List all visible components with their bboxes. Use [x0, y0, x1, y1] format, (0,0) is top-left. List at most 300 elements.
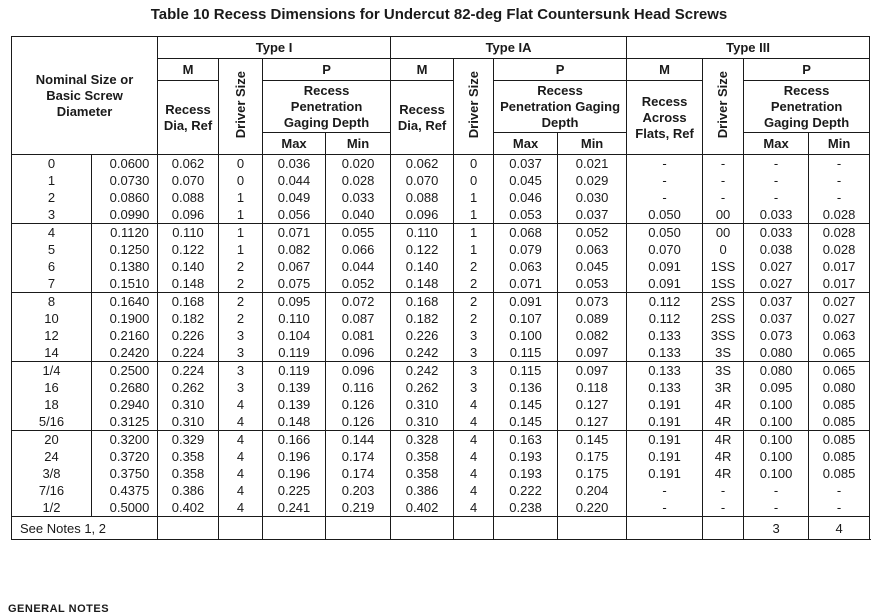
- cell-value: 0.052: [341, 276, 375, 291]
- cell-value: 0.082: [575, 328, 609, 343]
- cell-value: 0.053: [575, 276, 609, 291]
- cell-value: 0.037: [759, 311, 793, 326]
- type-ia-p-header: P: [494, 59, 627, 81]
- type-iii-max-cell: [744, 293, 809, 362]
- see-notes-cell: See Notes 1, 2: [12, 517, 158, 540]
- cell-value: -: [836, 156, 842, 171]
- cell-value: 18: [44, 397, 59, 412]
- cell-value: 0.096: [405, 207, 439, 222]
- cell-value: 0.029: [575, 173, 609, 188]
- cell-value: 0.191: [648, 414, 681, 429]
- type-iii-min-cell: [809, 293, 870, 362]
- cell-value: 8: [47, 294, 56, 309]
- cell-value: 0.193: [509, 466, 542, 481]
- cell-value: 2: [469, 294, 478, 309]
- type-iii-recess-across-cell: [627, 431, 703, 517]
- cell-value: 2: [236, 276, 245, 291]
- cell-value: 0.040: [341, 207, 375, 222]
- cell-value: 0.030: [575, 190, 609, 205]
- cell-value: 0.091: [648, 276, 681, 291]
- empty-note-cell: [558, 517, 627, 540]
- cell-value: 4R: [714, 397, 732, 412]
- cell-value: 0.127: [575, 414, 609, 429]
- cell-value: 0.144: [341, 432, 375, 447]
- cell-value: 00: [715, 207, 731, 222]
- cell-value: 2: [469, 311, 478, 326]
- type-ia-recess-dia-cell: [391, 431, 454, 517]
- cell-value: 0.107: [509, 311, 542, 326]
- cell-value: 1: [469, 190, 478, 205]
- cell-value: 4: [236, 483, 245, 498]
- cell-value: 0.080: [759, 363, 793, 378]
- cell-value: 0.242: [405, 345, 439, 360]
- cell-value: 0.242: [405, 363, 439, 378]
- cell-value: 0.219: [341, 500, 375, 515]
- type-ia-recess-dia-cell: [391, 224, 454, 293]
- cell-value: 1: [236, 242, 245, 257]
- cell-value: 0.0990: [109, 207, 150, 222]
- type-ia-max-cell: [494, 293, 558, 362]
- type-iii-driver-size-cell: [703, 293, 744, 362]
- cell-value: 0.096: [171, 207, 205, 222]
- type-iii-min-header: Min: [809, 133, 870, 155]
- cell-value: 0.080: [822, 380, 856, 395]
- cell-value: 0.021: [575, 156, 609, 171]
- cell-value: 0.2680: [109, 380, 150, 395]
- cell-value: -: [773, 483, 779, 498]
- type-i-driver-size-cell: [219, 431, 263, 517]
- cell-value: 0.140: [171, 259, 205, 274]
- cell-value: 0.017: [822, 276, 856, 291]
- cell-value: 0.139: [277, 397, 311, 412]
- cell-value: 0.062: [171, 156, 205, 171]
- type-iii-min-cell: [809, 362, 870, 431]
- cell-value: 0.095: [759, 380, 793, 395]
- cell-value: 0.203: [341, 483, 375, 498]
- cell-value: -: [720, 190, 726, 205]
- type-iii-min-cell: [809, 224, 870, 293]
- cell-value: 4R: [714, 449, 732, 464]
- type-ia-min-cell: [558, 431, 627, 517]
- cell-value: 3: [469, 328, 478, 343]
- type-ia-recess-dia-cell: [391, 362, 454, 431]
- basic-diameter-cell: [92, 293, 158, 362]
- type-i-recess-dia-cell: [158, 155, 219, 224]
- cell-value: 2: [236, 259, 245, 274]
- cell-value: 0.196: [277, 449, 311, 464]
- cell-value: 0.139: [277, 380, 311, 395]
- cell-value: 0.112: [648, 311, 681, 326]
- cell-value: 0.115: [509, 363, 542, 378]
- type-iii-max-cell: [744, 224, 809, 293]
- cell-value: 0.028: [822, 242, 856, 257]
- cell-value: 0.070: [171, 173, 205, 188]
- cell-value: 1: [236, 190, 245, 205]
- cell-value: -: [662, 156, 667, 171]
- empty-note-cell: [219, 517, 263, 540]
- recess-dimensions-table: [11, 36, 870, 540]
- nominal-size-cell: [12, 362, 92, 431]
- type-i-min-cell: [326, 431, 391, 517]
- type-ia-max-cell: [494, 224, 558, 293]
- type-i-max-cell: [263, 224, 326, 293]
- cell-value: 0.050: [648, 207, 681, 222]
- cell-value: 0.224: [171, 363, 205, 378]
- cell-value: 0.088: [171, 190, 205, 205]
- cell-value: 0.3750: [109, 466, 150, 481]
- cell-value: 7: [47, 276, 56, 291]
- cell-value: 16: [44, 380, 59, 395]
- cell-value: 3: [236, 363, 245, 378]
- cell-value: 0.044: [277, 173, 311, 188]
- cell-value: 0.085: [822, 466, 856, 481]
- cell-value: 0.145: [509, 397, 542, 412]
- cell-value: 0.110: [278, 311, 310, 326]
- table-body: [12, 155, 870, 540]
- type-i-max-cell: [263, 155, 326, 224]
- cell-value: 0.174: [341, 449, 375, 464]
- cell-value: 0.081: [341, 328, 375, 343]
- cell-value: 0.3720: [109, 449, 150, 464]
- cell-value: 0.1380: [109, 259, 150, 274]
- cell-value: 3SS: [710, 328, 736, 343]
- cell-value: 0.091: [509, 294, 542, 309]
- cell-value: 12: [44, 328, 59, 343]
- cell-value: 2: [236, 311, 245, 326]
- type-iii-recess-across-cell: [627, 293, 703, 362]
- cell-value: 0.110: [406, 225, 438, 240]
- cell-value: 0.310: [405, 397, 439, 412]
- cell-value: 3: [469, 363, 478, 378]
- type-ia-driver-size-cell: [454, 431, 494, 517]
- cell-value: 0.100: [759, 414, 793, 429]
- cell-value: 3: [236, 328, 245, 343]
- type-iii-max-header: Max: [744, 133, 809, 155]
- cell-value: 0.085: [822, 432, 856, 447]
- cell-value: 0.204: [575, 483, 609, 498]
- basic-diameter-cell: [92, 431, 158, 517]
- cell-value: 0.033: [759, 225, 793, 240]
- cell-value: 0.037: [509, 156, 542, 171]
- cell-value: 0.116: [342, 380, 374, 395]
- type-ia-min-header: Min: [558, 133, 627, 155]
- type-iii-m-header: M: [627, 59, 703, 81]
- cell-value: 0.044: [341, 259, 375, 274]
- cell-value: 0.222: [509, 483, 542, 498]
- cell-value: -: [836, 483, 842, 498]
- cell-value: 0.115: [509, 345, 542, 360]
- cell-value: 0.027: [822, 311, 856, 326]
- cell-value: 0.073: [759, 328, 793, 343]
- type-i-p-header: P: [263, 59, 391, 81]
- cell-value: -: [773, 156, 779, 171]
- type-i-max-cell: [263, 362, 326, 431]
- cell-value: 1: [469, 207, 478, 222]
- cell-value: 0.075: [277, 276, 311, 291]
- cell-value: 1/2: [42, 500, 61, 515]
- cell-value: 4: [469, 432, 478, 447]
- type-i-m-header: M: [158, 59, 219, 81]
- row-group: [12, 431, 870, 517]
- cell-value: 4R: [714, 414, 732, 429]
- type-iii-p-header: P: [744, 59, 870, 81]
- cell-value: 0.174: [341, 466, 375, 481]
- type-i-header: Type I: [158, 37, 391, 59]
- cell-value: 0.085: [822, 414, 856, 429]
- cell-value: 0.028: [822, 207, 856, 222]
- cell-value: 0.2160: [109, 328, 150, 343]
- cell-value: 0.067: [277, 259, 311, 274]
- cell-value: 0.097: [575, 345, 609, 360]
- cell-value: 1SS: [710, 276, 736, 291]
- cell-value: 0.0860: [109, 190, 150, 205]
- cell-value: 7/16: [38, 483, 65, 498]
- cell-value: 2: [469, 276, 478, 291]
- cell-value: 0.1250: [109, 242, 150, 257]
- cell-value: 0.100: [759, 432, 793, 447]
- cell-value: 0.2940: [109, 397, 150, 412]
- cell-value: 0.148: [171, 276, 205, 291]
- cell-value: -: [720, 483, 726, 498]
- cell-value: 4: [469, 500, 478, 515]
- type-iii-recess-across-cell: [627, 155, 703, 224]
- cell-value: 4R: [714, 432, 732, 447]
- cell-value: 0.119: [278, 363, 310, 378]
- type-iii-header: Type III: [627, 37, 870, 59]
- cell-value: 0.045: [509, 173, 542, 188]
- cell-value: 20: [44, 432, 59, 447]
- cell-value: 0.224: [171, 345, 205, 360]
- cell-value: 0.085: [822, 449, 856, 464]
- cell-value: 0.068: [509, 225, 542, 240]
- type-iii-recess-across-cell: [627, 362, 703, 431]
- cell-value: 0.066: [341, 242, 375, 257]
- cell-value: 0.126: [341, 397, 375, 412]
- cell-value: -: [662, 190, 667, 205]
- type-iii-driver-size-cell: [703, 224, 744, 293]
- cell-value: 0.191: [648, 432, 681, 447]
- cell-value: 0.100: [759, 449, 793, 464]
- type-ia-max-cell: [494, 431, 558, 517]
- cell-value: 0.386: [405, 483, 439, 498]
- cell-value: 0.096: [341, 345, 375, 360]
- cell-value: 0.163: [509, 432, 542, 447]
- cell-value: 0.226: [405, 328, 439, 343]
- type-i-driver-size-header: Driver Size: [219, 59, 263, 155]
- cell-value: 0.175: [575, 466, 609, 481]
- cell-value: 0.182: [405, 311, 439, 326]
- type-ia-driver-size-cell: [454, 155, 494, 224]
- cell-value: 0.145: [509, 414, 542, 429]
- cell-value: 0.089: [575, 311, 609, 326]
- cell-value: 4: [469, 483, 478, 498]
- cell-value: 1: [469, 242, 478, 257]
- cell-value: 14: [44, 345, 59, 360]
- cell-value: 0: [47, 156, 56, 171]
- row-group: [12, 362, 870, 431]
- type-ia-max-header: Max: [494, 133, 558, 155]
- cell-value: 0.027: [759, 259, 793, 274]
- cell-value: 4: [47, 225, 56, 240]
- cell-value: 0.196: [277, 466, 311, 481]
- cell-value: 0.226: [171, 328, 205, 343]
- cell-value: 0.070: [405, 173, 439, 188]
- cell-value: 0.082: [277, 242, 311, 257]
- cell-value: 0.119: [278, 345, 310, 360]
- type-ia-driver-size-header: Driver Size: [454, 59, 494, 155]
- cell-value: 0.062: [405, 156, 439, 171]
- type-ia-min-cell: [558, 224, 627, 293]
- type-i-recess-dia-cell: [158, 431, 219, 517]
- type-ia-recess-dia-cell: [391, 155, 454, 224]
- type-ia-header: Type IA: [391, 37, 627, 59]
- type-i-min-cell: [326, 362, 391, 431]
- cell-value: 0: [719, 242, 727, 257]
- type-iii-min-cell: [809, 431, 870, 517]
- cell-value: 0.088: [405, 190, 439, 205]
- cell-value: 0.050: [648, 225, 681, 240]
- cell-value: 0.027: [822, 294, 856, 309]
- cell-value: -: [720, 500, 726, 515]
- type-ia-min-cell: [558, 155, 627, 224]
- type-iii-max-cell: [744, 362, 809, 431]
- cell-value: 0.182: [171, 311, 205, 326]
- cell-value: 0.133: [648, 328, 681, 343]
- cell-value: 0.1900: [109, 311, 150, 326]
- cell-value: 1: [236, 207, 245, 222]
- cell-value: 0.328: [405, 432, 439, 447]
- cell-value: 0.085: [822, 397, 856, 412]
- type-i-min-cell: [326, 293, 391, 362]
- empty-note-cell: [263, 517, 326, 540]
- general-notes-label: GENERAL NOTES: [8, 603, 110, 615]
- cell-value: 4: [469, 414, 478, 429]
- cell-value: 0.063: [575, 242, 609, 257]
- cell-value: -: [836, 500, 842, 515]
- type-ia-max-cell: [494, 362, 558, 431]
- cell-value: 0.0600: [109, 156, 150, 171]
- cell-value: 0.100: [509, 328, 542, 343]
- type-ia-min-cell: [558, 362, 627, 431]
- cell-value: 0.028: [822, 225, 856, 240]
- cell-value: 0.017: [822, 259, 856, 274]
- cell-value: 4: [236, 414, 245, 429]
- cell-value: 0.262: [171, 380, 205, 395]
- cell-value: 0.358: [171, 449, 205, 464]
- cell-value: 0.096: [341, 363, 375, 378]
- cell-value: 4: [469, 397, 478, 412]
- cell-value: 3: [236, 345, 245, 360]
- type-iii-driver-size-cell: [703, 431, 744, 517]
- cell-value: 0.097: [575, 363, 609, 378]
- cell-value: 0.1120: [110, 225, 149, 240]
- empty-note-cell: [494, 517, 558, 540]
- type-i-recess-dia-header: Recess Dia, Ref: [158, 81, 219, 155]
- cell-value: 4: [236, 432, 245, 447]
- cell-value: 0.310: [171, 414, 205, 429]
- cell-value: 0.065: [822, 363, 856, 378]
- cell-value: 5: [47, 242, 56, 257]
- nominal-size-cell: [12, 155, 92, 224]
- cell-value: 1: [47, 173, 56, 188]
- cell-value: 0.140: [405, 259, 439, 274]
- type-ia-max-cell: [494, 155, 558, 224]
- cell-value: 4: [236, 500, 245, 515]
- cell-value: 0.053: [509, 207, 542, 222]
- empty-note-cell: [158, 517, 219, 540]
- cell-value: -: [720, 173, 726, 188]
- type-ia-recess-dia-cell: [391, 293, 454, 362]
- cell-value: 0.045: [575, 259, 609, 274]
- cell-value: -: [662, 483, 667, 498]
- cell-value: 0.127: [575, 397, 609, 412]
- cell-value: 2: [236, 294, 245, 309]
- cell-value: 0.091: [648, 259, 681, 274]
- cell-value: 00: [715, 225, 731, 240]
- type-i-driver-size-cell: [219, 293, 263, 362]
- cell-value: 0.148: [405, 276, 439, 291]
- cell-value: 0.168: [405, 294, 439, 309]
- type-i-recess-dia-cell: [158, 293, 219, 362]
- cell-value: 1: [469, 225, 478, 240]
- cell-value: 1: [236, 225, 245, 240]
- type-iii-p-note-cell: 4: [809, 517, 870, 540]
- cell-value: 0.148: [277, 414, 311, 429]
- cell-value: 3S: [715, 363, 732, 378]
- cell-value: 0: [236, 156, 245, 171]
- type-iii-max-cell: [744, 431, 809, 517]
- empty-note-cell: [627, 517, 703, 540]
- cell-value: 0.191: [648, 449, 681, 464]
- empty-note-cell: [391, 517, 454, 540]
- cell-value: -: [662, 500, 667, 515]
- cell-value: 4: [236, 397, 245, 412]
- cell-value: 2: [47, 190, 56, 205]
- cell-value: 0.087: [341, 311, 375, 326]
- cell-value: 0.133: [648, 380, 681, 395]
- type-iii-driver-size-cell: [703, 362, 744, 431]
- cell-value: 4: [236, 449, 245, 464]
- cell-value: 0: [469, 173, 478, 188]
- cell-value: 0.072: [341, 294, 375, 309]
- cell-value: 3: [469, 380, 478, 395]
- cell-value: -: [773, 500, 779, 515]
- cell-value: 0.052: [575, 225, 609, 240]
- type-ia-driver-size-cell: [454, 362, 494, 431]
- type-ia-m-header: M: [391, 59, 454, 81]
- cell-value: 0.071: [509, 276, 542, 291]
- cell-value: 0.020: [341, 156, 375, 171]
- cell-value: 0.358: [405, 449, 439, 464]
- type-iii-driver-size-cell: [703, 155, 744, 224]
- table-title: Table 10 Recess Dimensions for Undercut 82-deg Flat Countersunk Head Screws: [150, 6, 728, 23]
- cell-value: 4: [469, 466, 478, 481]
- basic-diameter-cell: [92, 362, 158, 431]
- type-i-max-header: Max: [263, 133, 326, 155]
- cell-value: 2: [469, 259, 478, 274]
- cell-value: 0.175: [575, 449, 609, 464]
- cell-value: 6: [47, 259, 56, 274]
- cell-value: 3R: [714, 380, 732, 395]
- cell-value: 4: [236, 466, 245, 481]
- cell-value: 0.063: [509, 259, 542, 274]
- cell-value: 0.225: [277, 483, 311, 498]
- type-i-recess-dia-cell: [158, 224, 219, 293]
- cell-value: 5/16: [38, 414, 65, 429]
- empty-note-cell: [454, 517, 494, 540]
- cell-value: 0.5000: [109, 500, 150, 515]
- cell-value: 0.027: [759, 276, 793, 291]
